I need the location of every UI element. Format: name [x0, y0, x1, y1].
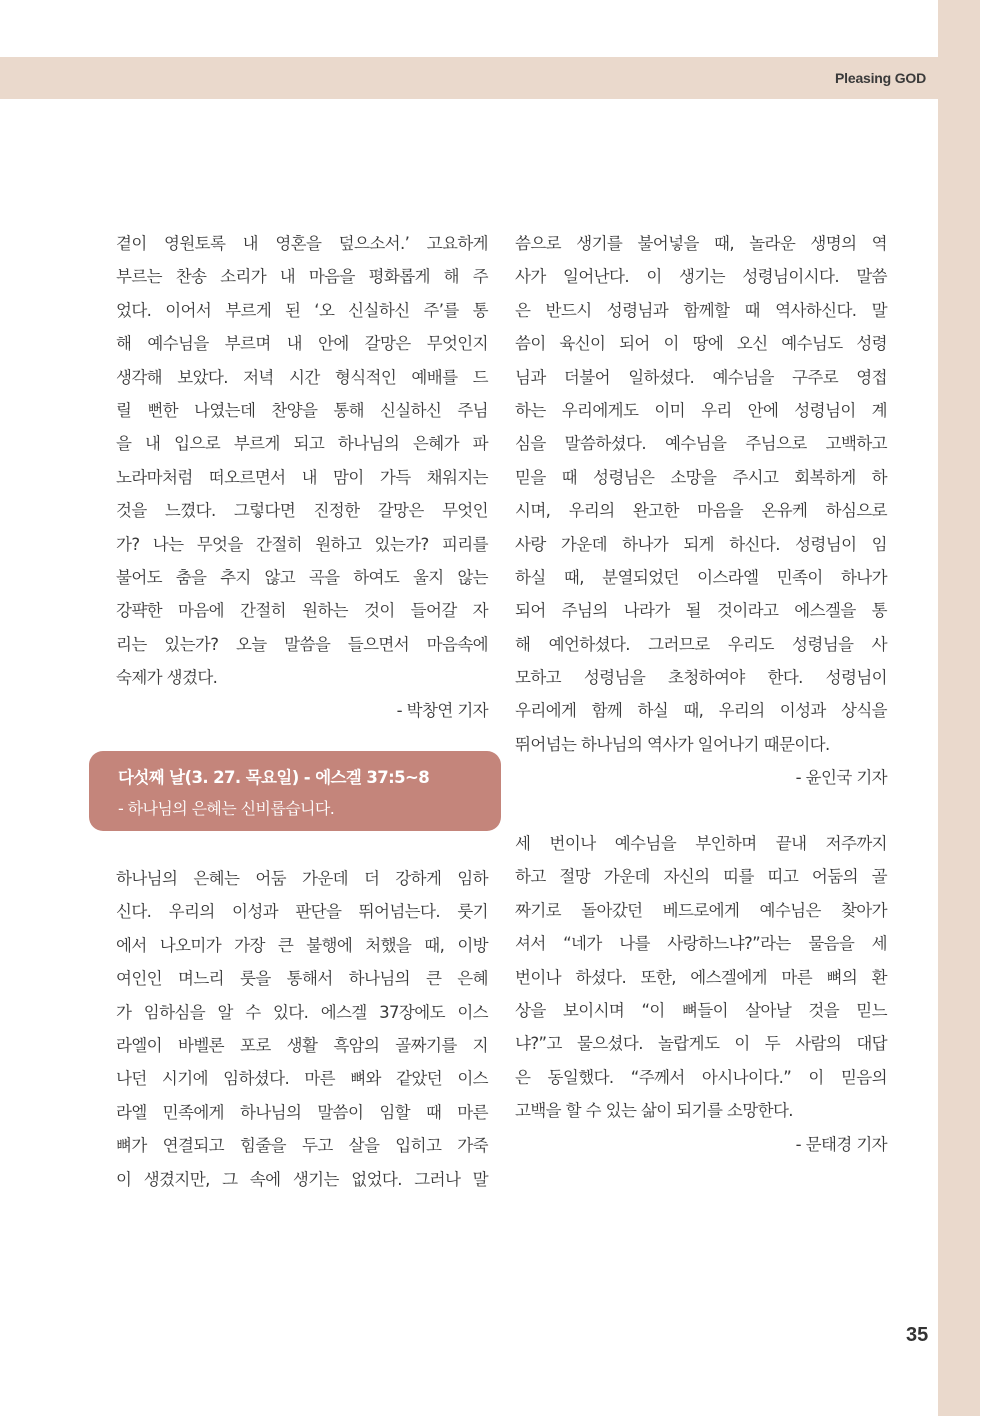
- author-byline: - 윤인국 기자: [795, 768, 887, 788]
- right-article-paragraph-2: [515, 827, 887, 1161]
- text-line: 하고 절망 가운데 자신의 띠를 띠고 어둠의 골: [515, 867, 887, 887]
- text-line: 심을 말씀하셨다. 예수님을 주님으로 고백하고: [515, 434, 887, 454]
- text-line: 하나님의 은혜는 어둠 가운데 더 강하게 임하: [116, 869, 488, 888]
- text-line: 사랑 가운데 하나가 되게 하신다. 성령님이 임: [515, 534, 887, 554]
- text-line: 릴 뻔한 나였는데 찬양을 통해 신실하신 주님: [116, 400, 488, 420]
- text-line: 되어 주님의 나라가 될 것이라고 에스겔을 통: [515, 601, 887, 621]
- header-band: [0, 57, 938, 99]
- text-line: 상을 보이시며 “이 뼈들이 살아날 것을 믿느: [515, 1000, 887, 1020]
- author-byline: - 문태경 기자: [795, 1134, 887, 1154]
- text-line: 셔서 “네가 나를 사랑하느냐?”라는 물음을 세: [515, 934, 887, 954]
- text-line: 하는 우리에게도 이미 우리 안에 성령님이 계: [515, 400, 887, 420]
- text-line: 숙제가 생겼다.: [116, 668, 218, 688]
- text-line: 이 생겼지만, 그 속에 생기는 없었다. 그러나 말: [116, 1169, 488, 1189]
- text-line: 여인인 며느리 룻을 통해서 하나님의 큰 은혜: [116, 969, 488, 989]
- author-byline: - 박창연 기자: [396, 701, 488, 721]
- text-line: 라엘이 바벨론 포로 생활 흑암의 골짜기를 지: [116, 1035, 488, 1055]
- section-heading-subtitle: - 하나님의 은혜는 신비롭습니다.: [118, 799, 335, 818]
- text-line: 불어도 춤을 추지 않고 곡을 하여도 울지 않는: [116, 567, 488, 587]
- text-line: 은 반드시 성령님과 함께할 때 역사하신다. 말: [515, 300, 887, 320]
- text-line: 고백을 할 수 있는 삶이 되기를 소망한다.: [515, 1101, 793, 1121]
- text-line: 나던 시기에 임하셨다. 마른 뼈와 같았던 이스: [116, 1069, 488, 1089]
- text-line: 가 임하심을 알 수 있다. 에스겔 37장에도 이스: [116, 1002, 488, 1022]
- text-line: 것을 느꼈다. 그렇다면 진정한 갈망은 무엇인: [116, 501, 488, 521]
- text-line: 사가 일어난다. 이 생기는 성령님이시다. 말씀: [515, 267, 887, 287]
- text-line: 부르는 찬송 소리가 내 마음을 평화롭게 해 주: [116, 267, 488, 287]
- text-line: 뼈가 연결되고 힘줄을 두고 살을 입히고 가죽: [116, 1136, 488, 1156]
- section-heading-title: 다섯째 날(3. 27. 목요일) - 에스겔 37:5~8: [118, 768, 430, 787]
- page-number: 35: [906, 1324, 929, 1346]
- text-line: 해 예수님을 부르며 내 안에 갈망은 무엇인지: [116, 334, 488, 354]
- text-line: 짜기로 돌아갔던 베드로에게 예수님은 찾아가: [515, 900, 887, 920]
- text-line: 강퍅한 마음에 간절히 원하는 것이 들어갈 자: [116, 601, 488, 621]
- magazine-section-title: Pleasing GOD: [835, 70, 926, 86]
- text-line: 냐?”고 물으셨다. 놀랍게도 이 두 사람의 대답: [515, 1034, 887, 1054]
- side-decor-strip: [938, 0, 980, 1416]
- text-line: 우리에게 함께 하실 때, 우리의 이성과 상식을: [515, 701, 887, 721]
- text-line: 을 내 입으로 부르게 되고 하나님의 은혜가 파: [116, 434, 488, 454]
- text-line: 은 동일했다. “주께서 아시나이다.” 이 믿음의: [515, 1067, 887, 1087]
- text-line: 에서 나오미가 가장 큰 불행에 처했을 때, 이방: [116, 935, 488, 955]
- text-line: 가? 나는 무엇을 간절히 원하고 있는가? 피리를: [116, 534, 488, 554]
- text-line: 씀이 육신이 되어 이 땅에 오신 예수님도 성령: [515, 334, 887, 354]
- text-line: 었다. 이어서 부르게 된 ‘오 신실하신 주’를 통: [116, 300, 488, 320]
- left-article-paragraph-1: [116, 227, 488, 728]
- right-article-paragraph-1: [515, 227, 887, 795]
- text-line: 번이나 하셨다. 또한, 에스겔에게 마른 뼈의 환: [515, 967, 887, 987]
- text-line: 라엘 민족에게 하나님의 말씀이 임할 때 마른: [116, 1102, 488, 1122]
- left-article-paragraph-2: [116, 862, 488, 1196]
- text-line: 씀으로 생기를 불어넣을 때, 놀라운 생명의 역: [515, 234, 887, 253]
- section-heading-box: [89, 751, 501, 831]
- text-line: 뛰어넘는 하나님의 역사가 일어나기 때문이다.: [515, 734, 830, 754]
- text-line: 신다. 우리의 이성과 판단을 뛰어넘는다. 룻기: [116, 902, 488, 922]
- text-line: 세 번이나 예수님을 부인하며 끝내 저주까지: [515, 834, 887, 853]
- text-line: 믿을 때 성령님은 소망을 주시고 회복하게 하: [515, 467, 887, 487]
- text-line: 님과 더불어 일하셨다. 예수님을 구주로 영접: [515, 367, 887, 387]
- text-line: 모하고 성령님을 초청하여야 한다. 성령님이: [515, 668, 887, 688]
- text-line: 리는 있는가? 오늘 말씀을 들으면서 마음속에: [116, 634, 488, 654]
- text-line: 하실 때, 분열되었던 이스라엘 민족이 하나가: [515, 567, 887, 587]
- text-line: 해 예언하셨다. 그러므로 우리도 성령님을 사: [515, 634, 887, 654]
- text-line: 곁이 영원토록 내 영혼을 덮으소서.’ 고요하게: [116, 234, 488, 253]
- text-line: 시며, 우리의 완고한 마음을 온유케 하심으로: [515, 501, 887, 521]
- text-line: 노라마처럼 떠오르면서 내 맘이 가득 채워지는: [116, 467, 488, 487]
- text-line: 생각해 보았다. 저녁 시간 형식적인 예배를 드: [116, 367, 488, 387]
